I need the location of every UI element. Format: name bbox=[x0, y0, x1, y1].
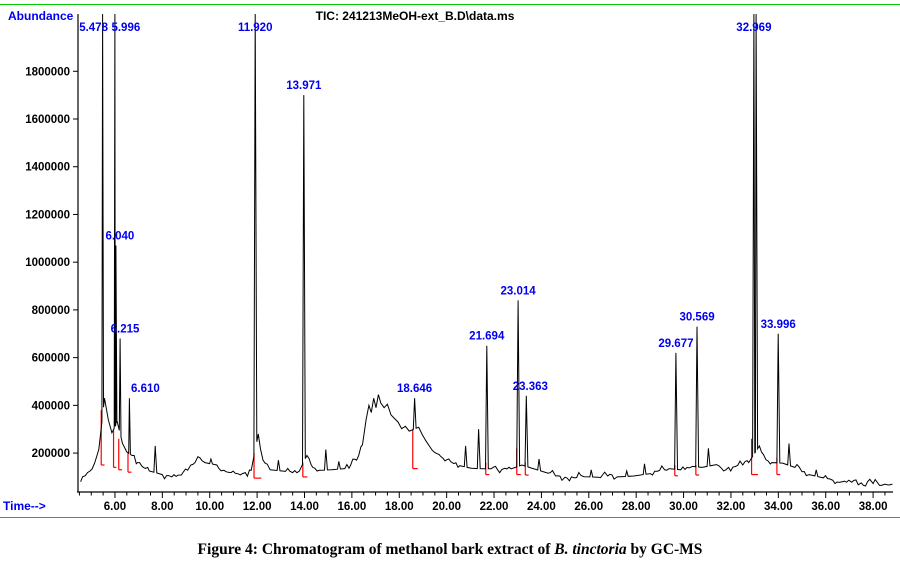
x-tick-label: 14.00 bbox=[290, 501, 319, 513]
caption-prefix: Figure 4: Chromatogram of methanol bark extract of bbox=[197, 541, 555, 558]
peak-label: 5.478 bbox=[79, 22, 108, 34]
x-tick-label: 28.00 bbox=[621, 501, 651, 513]
x-tick-label: 6.00 bbox=[103, 501, 127, 513]
x-tick-label: 20.00 bbox=[432, 501, 462, 513]
y-tick-label: 1400000 bbox=[25, 161, 70, 174]
tic-trace bbox=[81, 14, 893, 486]
peak-label: 32.969 bbox=[736, 22, 772, 34]
x-tick-label: 16.00 bbox=[337, 501, 367, 513]
peak-label: 6.215 bbox=[110, 323, 140, 336]
caption-species-name: B. tinctoria bbox=[554, 541, 627, 558]
x-axis-title: Time--> bbox=[3, 499, 46, 513]
y-tick-label: 600000 bbox=[31, 352, 70, 365]
peak-label: 11.920 bbox=[237, 22, 273, 34]
peak-label: 6.610 bbox=[131, 383, 160, 396]
peak-label: 23.014 bbox=[500, 285, 536, 298]
x-tick-label: 32.00 bbox=[716, 501, 746, 513]
peak-label: 33.996 bbox=[760, 318, 796, 331]
y-tick-label: 200000 bbox=[31, 448, 70, 461]
y-tick-label: 1200000 bbox=[25, 209, 70, 222]
x-tick-label: 18.00 bbox=[384, 501, 414, 513]
peak-label: 21.694 bbox=[469, 330, 505, 343]
peak-label: 23.363 bbox=[512, 380, 548, 393]
peak-label: 18.646 bbox=[396, 383, 433, 396]
figure-caption bbox=[0, 541, 900, 559]
peak-label: 29.677 bbox=[658, 337, 694, 350]
x-tick-label: 30.00 bbox=[669, 501, 698, 513]
chart-title: TIC: 241213MeOH-ext_B.D\data.ms bbox=[315, 9, 515, 23]
y-tick-label: 1000000 bbox=[25, 257, 70, 270]
x-tick-label: 38.00 bbox=[858, 501, 888, 513]
y-axis-title: Abundance bbox=[8, 9, 74, 23]
peak-label: 30.569 bbox=[679, 311, 715, 324]
x-tick-label: 10.00 bbox=[195, 501, 225, 513]
y-tick-label: 1800000 bbox=[25, 66, 70, 79]
caption-suffix: by GC-MS bbox=[626, 541, 703, 558]
bottom-divider-line bbox=[0, 517, 900, 518]
peak-label: 6.040 bbox=[105, 230, 135, 243]
x-tick-label: 26.00 bbox=[574, 501, 604, 513]
peak-label: 5.996 bbox=[111, 22, 141, 34]
x-tick-label: 34.00 bbox=[763, 501, 793, 513]
peak-label: 13.971 bbox=[286, 80, 322, 93]
x-tick-label: 24.00 bbox=[527, 501, 556, 513]
y-tick-label: 800000 bbox=[31, 304, 70, 317]
x-tick-label: 36.00 bbox=[811, 501, 841, 513]
x-tick-label: 12.00 bbox=[242, 501, 272, 513]
x-tick-label: 22.00 bbox=[479, 501, 509, 513]
x-tick-label: 8.00 bbox=[151, 501, 174, 513]
y-tick-label: 400000 bbox=[31, 400, 70, 413]
y-tick-label: 1600000 bbox=[25, 113, 70, 126]
